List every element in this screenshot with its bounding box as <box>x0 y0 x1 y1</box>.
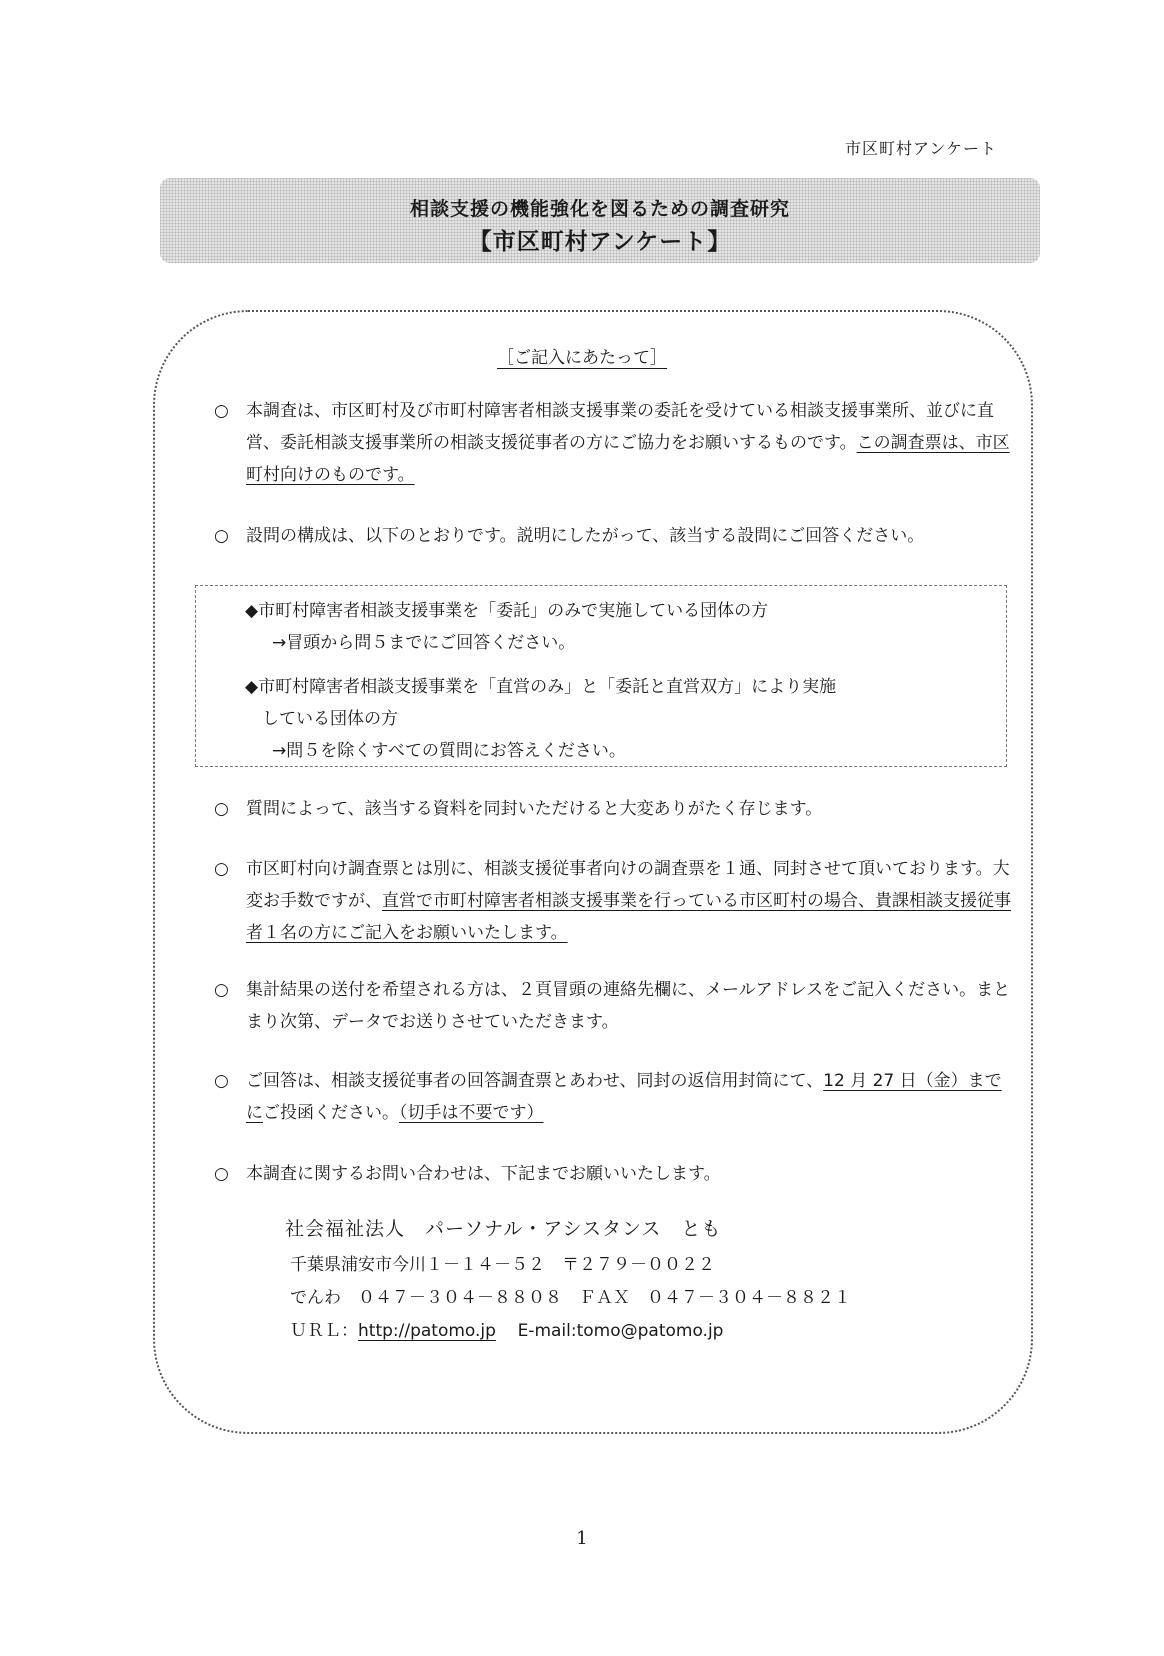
instruction-item-7 <box>214 1158 1014 1190</box>
instruction-item-6 <box>214 1065 1014 1129</box>
instruction-item-3 <box>214 793 1014 825</box>
instruction-text: 市区町村向け調査票とは別に、相談支援従事者向けの調査票を１通、同封させて頂いております。大変お手数ですが、 <box>246 859 1010 911</box>
circle-bullet-icon: ○ <box>214 980 229 1000</box>
circle-bullet-icon: ○ <box>214 1164 229 1184</box>
case-1-heading: ◆市町村障害者相談支援事業を「委託」のみで実施している団体の方 <box>245 601 769 621</box>
instruction-item-4 <box>214 853 1014 949</box>
contact-address: 千葉県浦安市今川１－１４－５２ 〒２７９－００２２ <box>290 1255 715 1275</box>
contact-phone-fax: でんわ ０４７－３０４－８８０８ ＦＡＸ ０４７－３０４－８８２１ <box>290 1288 851 1308</box>
instruction-item-1 <box>214 395 1014 491</box>
contact-web <box>290 1316 723 1341</box>
instruction-underlined-text: 直営で市町村障害者相談支援事業を行っている市区町村の場合、貴課相談支援従事者１名の方にご記入をお願いいたします。 <box>246 891 1011 943</box>
circle-bullet-icon: ○ <box>214 859 229 879</box>
circle-bullet-icon: ○ <box>214 401 229 421</box>
postage-note: （切手は不要です） <box>399 1103 544 1123</box>
title-banner <box>160 178 1040 263</box>
case-2-heading: ◆市町村障害者相談支援事業を「直営のみ」と「委託と直営双方」により実施 <box>245 677 837 697</box>
instruction-text: 本調査に関するお問い合わせは、下記までお願いいたします。 <box>246 1164 721 1184</box>
circle-bullet-icon: ○ <box>214 526 229 546</box>
contact-organization: 社会福祉法人 パーソナル・アシスタンス とも <box>285 1218 722 1240</box>
instruction-text: ご回答は、相談支援従事者の回答調査票とあわせ、同封の返信用封筒にて、 <box>246 1071 824 1091</box>
email-address[interactable]: E-mail:tomo@patomo.jp <box>517 1321 724 1341</box>
circle-bullet-icon: ○ <box>214 799 229 819</box>
survey-subtitle: 【市区町村アンケート】 <box>468 229 732 255</box>
page-number: 1 <box>576 1528 588 1549</box>
document-corner-label: 市区町村アンケート <box>844 139 997 158</box>
instructions-heading: ［ご記入にあたって］ <box>497 348 667 368</box>
instruction-text: 質問によって、該当する資料を同封いただけると大変ありがたく存じます。 <box>246 799 823 819</box>
url-label: ＵＲＬ： <box>290 1321 358 1341</box>
circle-bullet-icon: ○ <box>214 1071 229 1091</box>
instruction-text: 本調査は、市区町村及び市町村障害者相談支援事業の委託を受けている相談支援事業所、並びに直営、委託相談支援事業所の相談支援従事者の方にご協力をお願いするものです。 <box>246 401 994 453</box>
instruction-text: ご投函ください。 <box>263 1103 399 1123</box>
instruction-underlined-text: この調査票は、市区町村向けのものです。 <box>246 433 1010 485</box>
case-2-instruction: →問５を除くすべての質問にお答えください。 <box>272 741 626 761</box>
survey-title: 相談支援の機能強化を図るための調査研究 <box>409 198 790 220</box>
instruction-text: 集計結果の送付を希望される方は、２頁冒頭の連絡先欄に、メールアドレスをご記入ください。まとまり次第、データでお送りさせていただきます。 <box>246 980 1011 1032</box>
instruction-item-2 <box>214 520 1014 552</box>
instruction-item-5 <box>214 974 1014 1038</box>
case-1-instruction: →冒頭から問５までにご回答ください。 <box>272 633 576 653</box>
instruction-text: 設問の構成は、以下のとおりです。説明にしたがって、該当する設問にご回答ください。 <box>246 526 925 546</box>
deadline-text: 12 月 27 日（金）までに <box>246 1071 1002 1123</box>
case-2-heading-continued: している団体の方 <box>262 709 398 729</box>
website-link[interactable]: http://patomo.jp <box>358 1321 496 1341</box>
